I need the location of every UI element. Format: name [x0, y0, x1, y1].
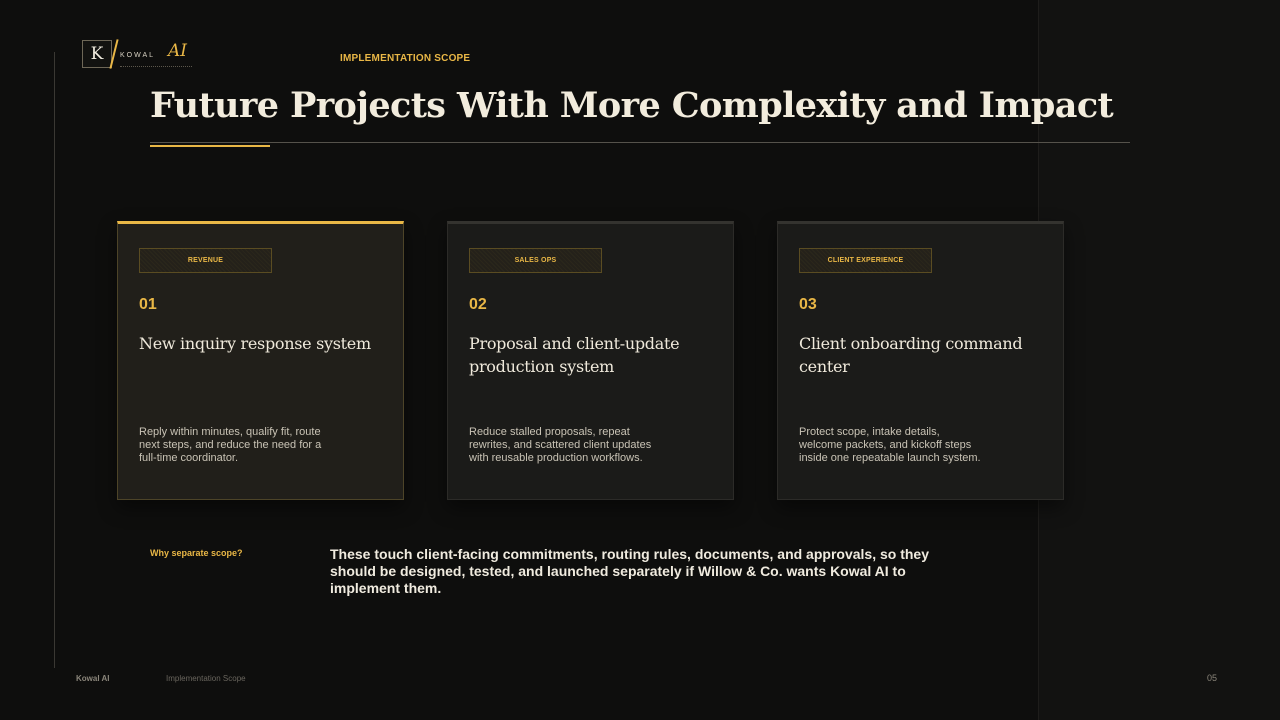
- left-vertical-rule: [54, 52, 55, 668]
- project-card-sales-ops[interactable]: [447, 221, 734, 500]
- kowal-ai-logo: [82, 40, 194, 72]
- logo-monogram: K: [82, 40, 112, 68]
- why-separate-label: Why separate scope?: [150, 548, 243, 558]
- card-title: New inquiry response system: [139, 334, 371, 353]
- title-accent-bar: [150, 145, 270, 147]
- slide-title: Future Projects With More Complexity and Impact: [150, 85, 1114, 126]
- card-number: 02: [469, 296, 487, 313]
- card-number: 03: [799, 296, 817, 313]
- card-tag: CLIENT EXPERIENCE: [799, 248, 932, 273]
- footer-section-name: Implementation Scope: [166, 674, 246, 683]
- card-tag: SALES OPS: [469, 248, 602, 273]
- page-number: 05: [1207, 673, 1218, 683]
- card-description: Protect scope, intake details, welcome packets, and kickoff steps inside one repeatable launch system.: [799, 426, 981, 464]
- card-tag: REVENUE: [139, 248, 272, 273]
- card-title: Proposal and client-update production system: [469, 334, 680, 376]
- logo-ai-mark: AI: [168, 41, 187, 61]
- card-description: Reduce stalled proposals, repeat rewrites, and scattered client updates with reusable production workflows.: [469, 426, 652, 464]
- footer-brand: Kowal AI: [76, 674, 110, 683]
- project-card-revenue[interactable]: [117, 221, 404, 500]
- card-number: 01: [139, 296, 157, 313]
- logo-tagline-dots: [120, 66, 192, 69]
- card-description: Reply within minutes, qualify fit, route next steps, and reduce the need for a full-time coordinator.: [139, 426, 322, 464]
- section-eyebrow: IMPLEMENTATION SCOPE: [340, 53, 471, 64]
- project-card-client-experience[interactable]: [777, 221, 1064, 500]
- logo-wordmark: KOWAL: [120, 52, 156, 59]
- card-title: Client onboarding command center: [799, 334, 1023, 376]
- why-separate-text: These touch client-facing commitments, routing rules, documents, and approvals, so they should be designed, tested, and launched separately if Willow & Co. wants Kowal AI to implement them.: [330, 546, 929, 596]
- title-divider: [150, 142, 1130, 143]
